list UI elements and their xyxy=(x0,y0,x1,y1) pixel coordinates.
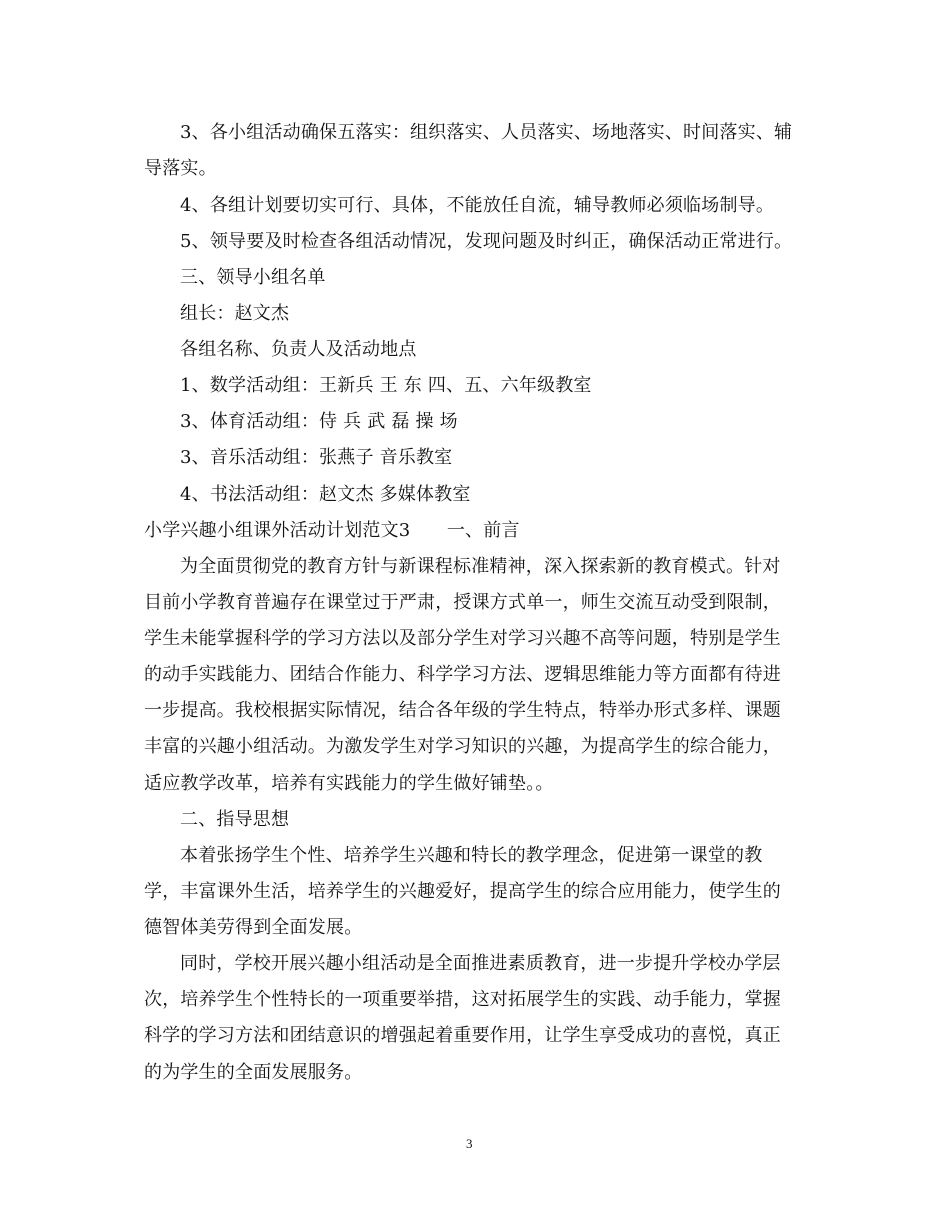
text-line: 同时，学校开展兴趣小组活动是全面推进素质教育，进一步提升学校办学层 xyxy=(180,953,781,974)
text-line: 德智体美劳得到全面发展。 xyxy=(144,917,363,938)
list-item: 3、音乐活动组：张燕子 音乐教室 xyxy=(180,447,453,468)
section-heading: 二、指导思想 xyxy=(180,809,290,830)
list-item: 3、体育活动组：侍 兵 武 磊 操 场 xyxy=(180,411,458,432)
text-line: 4、各组计划要切实可行、具体，不能放任自流，辅导教师必须临场制导。 xyxy=(180,195,775,216)
text-line: 组长：赵文杰 xyxy=(180,303,290,324)
list-item: 4、书法活动组：赵文杰 多媒体教室 xyxy=(180,484,471,505)
text-line: 的为学生的全面发展服务。 xyxy=(144,1062,363,1083)
text-line: 丰富的兴趣小组活动。为激发学生对学习知识的兴趣，为提高学生的综合能力， xyxy=(144,736,781,757)
text-line: 科学的学习方法和团结意识的增强起着重要作用，让学生享受成功的喜悦，真正 xyxy=(144,1025,781,1046)
text-line: 的动手实践能力、团结合作能力、科学学习方法、逻辑思维能力等方面都有待进 xyxy=(144,664,781,685)
text-line: 5、领导要及时检查各组活动情况，发现问题及时纠正，确保活动正常进行。 xyxy=(180,231,793,252)
text-line: 一步提高。我校根据实际情况，结合各年级的学生特点，特举办形式多样、课题 xyxy=(144,700,781,721)
text-line: 目前小学教育普遍存在课堂过于严肃，授课方式单一，师生交流互动受到限制， xyxy=(144,592,781,613)
text-line: 为全面贯彻党的教育方针与新课程标准精神，深入探索新的教育模式。针对 xyxy=(180,556,781,577)
text-line: 导落实。 xyxy=(144,158,217,179)
text-line: 各组名称、负责人及活动地点 xyxy=(180,339,417,360)
text-line: 3、各小组活动确保五落实：组织落实、人员落实、场地落实、时间落实、辅 xyxy=(180,122,793,143)
page-number: 3 xyxy=(466,1136,473,1151)
list-item: 1、数学活动组：王新兵 王 东 四、五、六年级教室 xyxy=(180,375,592,396)
text-line: 学，丰富课外生活，培养学生的兴趣爱好，提高学生的综合应用能力，使学生的 xyxy=(144,881,781,902)
text-line: 次，培养学生个性特长的一项重要举措，这对拓展学生的实践、动手能力，掌握 xyxy=(144,989,781,1010)
text-line: 学生未能掌握科学的学习方法以及部分学生对学习兴趣不高等问题，特别是学生 xyxy=(144,628,781,649)
text-line: 适应教学改革，培养有实践能力的学生做好铺垫。。 xyxy=(144,773,554,794)
text-line: 本着张扬学生个性、培养学生兴趣和特长的教学理念，促进第一课堂的教 xyxy=(180,845,763,866)
section-heading: 三、领导小组名单 xyxy=(180,267,326,288)
section-title: 小学兴趣小组课外活动计划范文3 一、前言 xyxy=(144,520,520,541)
